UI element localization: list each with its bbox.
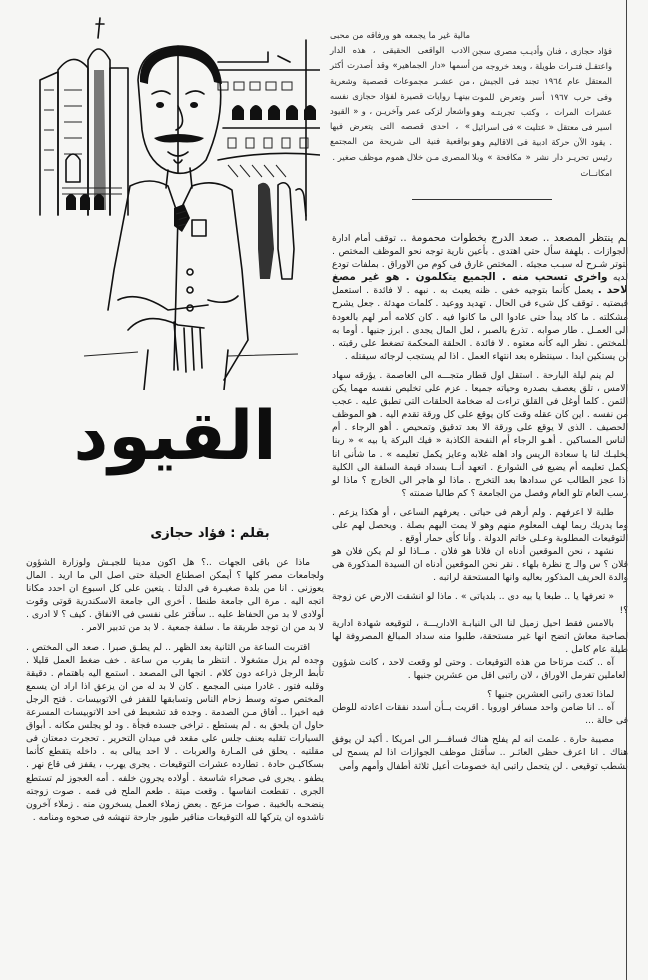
body-text: يعمل كأنما بتوجيه خفى . ظنه يعبث به . نبهه . لا فائدة . استعمل قبضتيه . توقف كل شىء فى الحال . تهديد ووعيد . كلمات مهدئة . جعل يشرح مشكلته . ما كاد يبدأ حتى عادوا الى ما كانوا فيه . كان كلامه أمر لهم بالعودة الى العمـل . طار صوابه . تذرع بالصبر ، لعل المال يجدى . ابرز جنيها . أوما به للمختص . نظر اليه كأنه معتوه . لا فائدة . الحلقة المحكمة تضغط على رقبته . لن يستكين ابدا . سينتظره بعد انتهاء العمل . اذا لم يستجب لرجائه سيقتله . <box>332 285 628 362</box>
caricature-illustration <box>28 10 320 390</box>
body-column-left <box>26 556 324 830</box>
body-paragraph: آه .. كنت مرتاحا من هذه التوقيعات . وحتى لو وقعت لاحد ، كانت شؤون العاملين تفرمل الاوراق ، لان راتبى اقل من عشرين جنيها . <box>332 656 628 681</box>
article-byline: بقلم : فؤاد حجازى <box>150 526 270 541</box>
bio-divider <box>412 199 552 200</box>
building-left-drawing <box>40 18 128 215</box>
body-paragraph: مصيبة حارة . علمت انه لم يفلح هناك فسافـــر الى امريكا . أكيد لن يوفق هناك . انا اعرف حظى العاثـر .. سأقتل موظف الجوازات اذا لم يسمح لى بشطب توقيعى . لن يتحمل راتبى اية خصومات أعيل ثلاثة أطفال وأمهم وأمى <box>332 734 628 772</box>
page-edge-rule <box>626 0 627 980</box>
body-text: توقف أمام ادارة الجوازات . بلهفة سأل حتى اهتدى . بأعين نارية توجه نحو الموظف المختص . بتوتر شـرح له سبـب مجيئه . المختص غارق فى كوم من الاوراق . بملفات تودع لديه <box>332 233 629 284</box>
building-right-drawing <box>213 40 320 279</box>
body-paragraph: ماذا عن باقى الجهات ..؟ هل اكون مدينا للجيـش ولوزارة الشؤون ولجامعات مصر كلها ؟ أيمكن اصطناع الحيلة حتى اصل الى ما اريد . المال يعوزنى . انا من بلدة صغيـرة فى الدلتا . يتعين على كل اسبوع ان احدد مكانا اتجه اليه . مرة الى جامعة طنطا . أخرى الى جامعة الاسكندرية قوتى وقوت أولادى لا بد من الحفاظ عليه .. سأقتر على نفسى فى الانفاق . كيف ؟ لا ادرى . لا بد من ان توجد طريقة ما . سلفة جمعية . لا بد من تدبير الامر . <box>26 557 324 634</box>
body-paragraph: « تعرفها يا .. طبعا يا بيه دى .. بلدياتى » . ماذا لو انشقت الارض عن زوجة ؟! <box>332 591 628 616</box>
body-paragraph: نشهد ، نحن الموقعين أدناه ان فلانا هو فلان . مــاذا لو لم يكن فلان هو فلان ؟ س والـ ج نظرة بلهاء . نقر نحن الموقعين أدناه ان السيدة المذكورة هى والدة الحريف المذكور بعاليه وانها المستحقة لراتبه . <box>332 546 628 584</box>
body-paragraph: لم ينم ليلة البارحة . استقل اول قطار متجـــه الى العاصمة . يؤرقه سهاد الامس ، تلق يعصف بصدره وحياته جميعا . عزم على تخليص نفسه مهما يكن الثمن . كلما أوغل فى القلق تراءت له ضخامة الحلقات التى تطبق عليه . عجب من نفسه . اين كان عقله وقت كان يوقع على كل ورقة تقدم اليه . هو الموظف الحصيف . الذى لا يوقع على ورقة الا بعد تدقيق وتمحيص . أهو الرجاء . أم الناس المساكين . أهـو الرجاء أم النفحة الكاذبة « فيك البركة يا بيه » « ربنا يخليـك لنا يا سعادة الريس واد اهله غلابه وعايز يكمل تعليمه » . ما شأنى انا يكمل تعليمه أم يضيع فى الشوارع . اتعهد أنــا بسداد قيمة السلفة الى الكلية اذا عجز الطالب عن سدادها بعد التخرج . ماذا لو هاجر الى الخارج ؟ ماذا لو رسب العام تلو العام وفصل من الجامعة ؟ كم طالبا ضمنته ؟ <box>332 369 628 499</box>
body-paragraph: طلبة لا اعرفهم . ولم أرهم فى حياتى . يعرفهم الساعى ، أو هكذا يزعم . وما يدريك ربما لهف المعلوم منهم وهو لا يمت اليهم بصلة . ويحصل لهم على التوقيعات المطلوبة وعـلى خاتم الدولة . وأنا كأى حمار أوقع . <box>332 506 628 545</box>
body-paragraph: لماذا تعدى راتبى العشرين جنيها ؟ <box>487 689 614 701</box>
article-title: القيود <box>73 397 277 476</box>
author-bio-column-2: مالية غير ما يجمعه هو ورفاقه من محبى الادب الواقعى الحقيقى ، هذه الدار أسمها «دار الجماهير» وقد أصدرت أكثر من عشـر مجموعات قصصية وشعرية بينهـا روايات قصيرة لفؤاد حجازى نفسه واشعار لزكى عمر وآخريـن ، و « القيود » ، احدى قصصه التى يتعرض فيها بواقعية فنية الى شريحة من المجتمع المصرى مـن خلال هموم موظف صغير . <box>330 30 470 162</box>
body-paragraph: بالامس فقط احيل زميل لنا الى النيابـة الاداريـــة ، لتوقيعه شهادة ادارية لصاحبة معاش اتضح انها غير مستحقة، طلبوا منه سداد المبالغ المصروفة لها طيلة عام كامل . <box>332 617 628 655</box>
body-paragraph: اقتربت الساعة من الثانية بعد الظهر .. لم يطـق صبرا . صعد الى المختص . وجده لم يزل مشغولا . انتظر ما يقرب من ساعة . خف ضغط العمل قليلا . تأبط الرجل ذراعه دون كلام . اتجها الى المصعد . استمع اليه باهتمام . دقيقة وقلبه فتور . غادرا مبنى المجمع . كان لا بد له من ان يزعق اذا اراد ان يسمع المختص صوته وسط زحام الناس وتسابقها للقفز فى الاتوبيسات . فتح الرجل فيه اخيرا .. أفاق مـن الصدمة . وجده قد تشعبط فى احد الاتوبيسات المسرعة حاول ان يلحق به . لم يستطع . تراخى جسده فجأة . ود لو يجلس مكانه . أبواق السيارات تقلبه بعنف جلس على مقعد فى ميدان التحرير . تحجرت دمعتان فى مقلتيه . يحلق فى المـارة والعربات . لا احد يبالى به . داخله يتقطع كأنما بسكاكيـن حادة . تطارده عشرات التوقيعات . يجرى يهرب ، يقفز فى قاع نهر . يطفو . يجرى فى صحراء شاسعة . أولاده يجرون خلفه . أمه العجوز لم تستطع الجرى . تقطعت انفاسها . وقعت ميتة . طعم الملح فى فمه . صوت زوجته ينضحـه بالخيبة . صوات مزعج . بعض زملاء العمل يسخرون منه . زملاء آخرون ناشدوه ان يتركها لله التوقيعات مناقير طيور جارحة تنهشه فى صحوه ومنامه . <box>26 641 324 823</box>
lead-in-sentence: لم ينتظر المصعد .. صعد الدرج بخطوات محمومة .. <box>400 232 628 244</box>
emphasized-sentence: واخرى تسحب منه . الجميع يتكلمون . هو غير مصغ لاحد . <box>332 271 628 297</box>
body-paragraph: آه .. انا ضامن واحد مسافر اوروبا . اقريت بــأن أسدد نفقات اعادته للوطن فى حالة ... <box>332 702 628 727</box>
body-column-right <box>332 232 628 779</box>
author-bio-column-1: فؤاد حجازى ، فنان وأديـب مصرى سجن واعتقـل فتـرات طويلة ، وبعد خروجه من المعتقل عام ١٩٦٤ تجند فى الجيش ، وفى حرب ١٩٦٧ أسر وتعرض للموت عشرات المرات ، وكتب تجربتـه وهو اسير فى معتقل « عتليت » فى اسرائيل . يقود الآن حركة ادبية فى الاقاليم وهو رئيس تحريـر دار نشر « مكافحة » وبلا امكانــات <box>472 46 612 178</box>
